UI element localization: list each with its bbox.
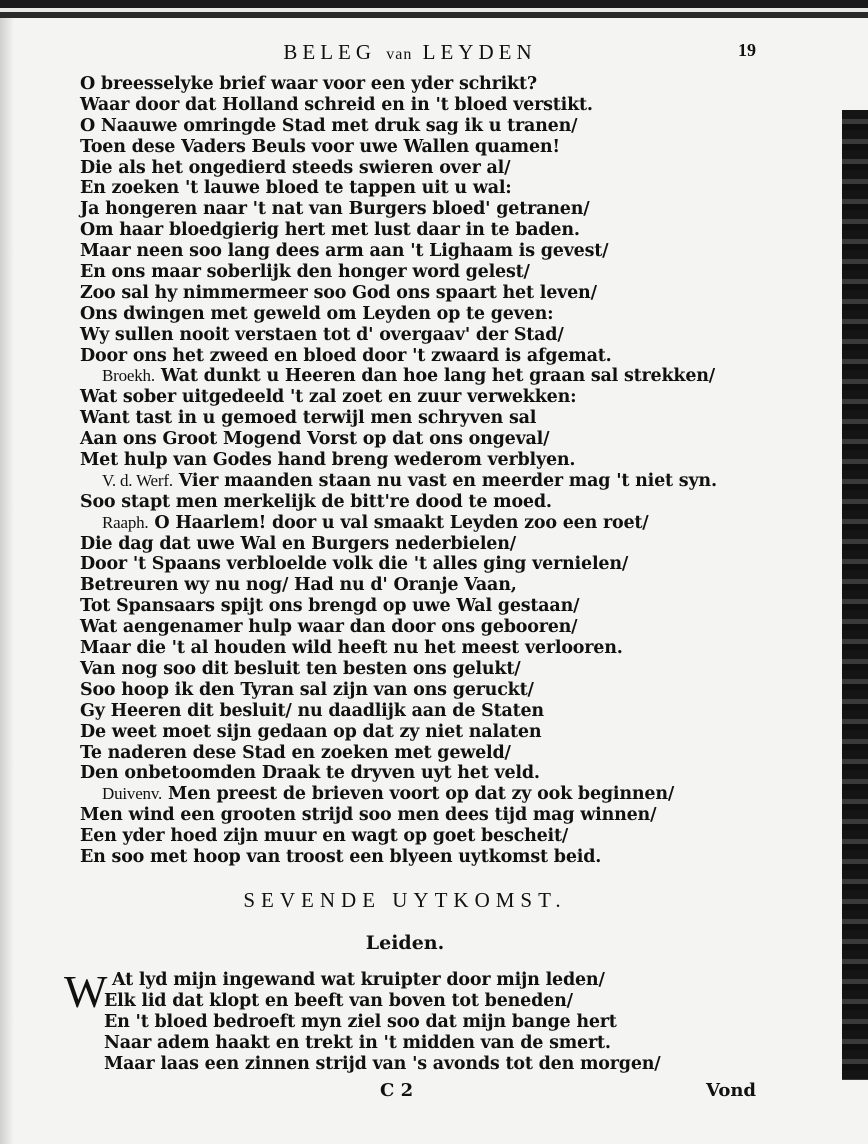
verse-line <box>80 408 840 429</box>
speaker-name: V. d. Werf. <box>102 470 173 490</box>
verse-text: O breesselyke brief waar voor een yder schrikt? <box>80 74 537 94</box>
verse-line <box>80 220 840 241</box>
verse-line <box>80 116 840 137</box>
running-head-left: BELEG <box>283 40 377 64</box>
verse-text: Soo stapt men merkelijk de bitt're dood te moed. <box>80 491 552 512</box>
scan-border-top <box>0 0 868 22</box>
verse-text: Ja hongeren naar 't nat van Burgers bloed' getranen/ <box>80 199 590 220</box>
verse-text: Want tast in u gemoed terwijl men schryven sal <box>80 408 537 429</box>
verse-line <box>80 534 840 555</box>
verse-text: Om haar bloedgierig hert met lust daar in te baden. <box>80 220 580 241</box>
binding-edge <box>842 110 868 1080</box>
running-head-right: LEYDEN <box>422 40 537 64</box>
verse-line <box>80 513 840 534</box>
verse-text: Ons dwingen met geweld om Leyden op te geven: <box>80 303 554 324</box>
verse-text: Maar neen soo lang dees arm aan 't Lighaam is gevest/ <box>80 241 609 262</box>
verse-text: Met hulp van Godes hand breng wederom verblyen. <box>80 450 576 471</box>
verse-line <box>80 701 840 722</box>
verse-line <box>80 199 840 220</box>
running-head-van: van <box>386 46 413 63</box>
verse-line <box>80 178 840 199</box>
verse-block <box>80 74 840 868</box>
verse-line: Elk lid dat klopt en beeft van boven tot beneden/ <box>104 990 573 1011</box>
verse-line: Maar laas een zinnen strijd van 's avonds tot den morgen/ <box>104 1053 661 1074</box>
verse-text: Wy sullen nooit verstaen tot d' overgaav' der Stad/ <box>80 324 564 345</box>
page-number: 19 <box>738 40 756 60</box>
verse-text: Tot Spansaars spijt ons brengd op uwe Wal gestaan/ <box>80 596 580 617</box>
verse-text: Wat aengenamer hulp waar dan door ons gebooren/ <box>80 617 578 638</box>
verse-line <box>80 596 840 617</box>
verse-line <box>80 638 840 659</box>
verse-block-2 <box>64 966 824 1074</box>
verse-line <box>80 722 840 743</box>
scan-border-left <box>0 18 14 1144</box>
verse-text: O Haarlem! door u val smaakt Leyden zoo een roet/ <box>154 512 649 533</box>
verse-text: Van nog soo dit besluit ten besten ons gelukt/ <box>80 658 521 679</box>
verse-text: Vier maanden staan nu vast en meerder mag 't niet syn. <box>178 470 717 491</box>
verse-text: Toen dese Vaders Beuls voor uwe Wallen quamen! <box>80 136 560 157</box>
catchword: Vond <box>706 1080 756 1101</box>
verse-line <box>80 743 840 764</box>
verse-line <box>80 74 840 95</box>
speaker-name: Duivenv. <box>102 784 163 804</box>
verse-line <box>80 617 840 638</box>
verse-text: Wat sober uitgedeeld 't zal zoet en zuur verwekken: <box>80 387 577 408</box>
verse-text: Den onbetoomden Draak te dryven uyt het veld. <box>80 763 540 784</box>
verse-text: Te naderen dese Stad en zoeken met geweld/ <box>80 742 511 763</box>
verse-text: Door 't Spaans verbloelde volk die 't alles ging vernielen/ <box>80 554 629 575</box>
running-head <box>0 40 820 65</box>
verse-text: Gy Heeren dit besluit/ nu daadlijk aan de Staten <box>80 700 544 721</box>
verse-text: En soo met hoop van troost een blyeen uytkomst beid. <box>80 846 602 867</box>
verse-text: Soo hoop ik den Tyran sal zijn van ons geruckt/ <box>80 679 534 700</box>
verse-text: Betreuren wy nu nog/ Had nu d' Oranje Vaan, <box>80 575 517 596</box>
verse-line <box>80 492 840 513</box>
verse-text: Die als het ongedierd steeds swieren over al/ <box>80 157 511 178</box>
verse-text: Zoo sal hy nimmermeer soo God ons spaart het leven/ <box>80 282 597 303</box>
verse-line <box>80 659 840 680</box>
section-title: SEVENDE UYTKOMST. <box>243 888 567 912</box>
verse-line <box>80 283 840 304</box>
verse-text: En zoeken 't lauwe bloed te tappen uit u wal: <box>80 178 512 199</box>
signature-mark: C 2 <box>380 1080 414 1101</box>
verse-line <box>80 241 840 262</box>
verse-line: En 't bloed bedroeft myn ziel soo dat mijn bange hert <box>104 1011 617 1032</box>
verse-text: O Naauwe omringde Stad met druk sag ik u tranen/ <box>80 115 578 136</box>
verse-line <box>80 325 840 346</box>
verse-text: Men wind een grooten strijd soo men dees tijd mag winnen/ <box>80 805 657 826</box>
verse-line <box>80 387 840 408</box>
verse-text: En ons maar soberlijk den honger word gelest/ <box>80 262 530 283</box>
verse-text: Wat dunkt u Heeren dan hoe lang het graan sal strekken/ <box>160 366 715 387</box>
section-speaker: Leiden. <box>365 932 445 954</box>
verse-line <box>80 826 840 847</box>
verse-text: De weet moet sijn gedaan op dat zy niet nalaten <box>80 721 542 742</box>
verse-line <box>80 450 840 471</box>
verse-text: Men preest de brieven voort op dat zy ook beginnen/ <box>168 784 675 805</box>
drop-cap: W <box>64 966 108 1017</box>
verse-line <box>80 805 840 826</box>
verse-line <box>80 304 840 325</box>
verse-text: Waar door dat Holland schreid en in 't bloed verstikt. <box>80 94 593 115</box>
verse-line: Naar adem haakt en trekt in 't midden van de smert. <box>104 1032 611 1053</box>
verse-line <box>80 366 840 387</box>
verse-line <box>80 346 840 367</box>
verse-line <box>80 429 840 450</box>
verse-line <box>80 784 840 805</box>
verse-text: Die dag dat uwe Wal en Burgers nederbielen/ <box>80 533 516 554</box>
verse-line <box>80 575 840 596</box>
verse-line <box>80 763 840 784</box>
verse-line <box>80 847 840 868</box>
verse-line <box>80 680 840 701</box>
verse-text: Door ons het zweed en bloed door 't zwaard is afgemat. <box>80 345 612 366</box>
speaker-name: Raaph. <box>102 512 149 532</box>
verse-line <box>80 158 840 179</box>
verse-line <box>80 262 840 283</box>
speaker-name: Broekh. <box>102 366 155 386</box>
verse-line <box>80 554 840 575</box>
verse-line: At lyd mijn ingewand wat kruipter door mijn leden/ <box>112 970 605 990</box>
verse-text: Aan ons Groot Mogend Vorst op dat ons ongeval/ <box>80 429 550 450</box>
verse-text: Een yder hoed zijn muur en wagt op goet bescheit/ <box>80 826 569 847</box>
verse-line <box>80 471 840 492</box>
verse-line <box>80 137 840 158</box>
verse-line <box>80 95 840 116</box>
verse-text: Maar die 't al houden wild heeft nu het meest verlooren. <box>80 638 623 659</box>
